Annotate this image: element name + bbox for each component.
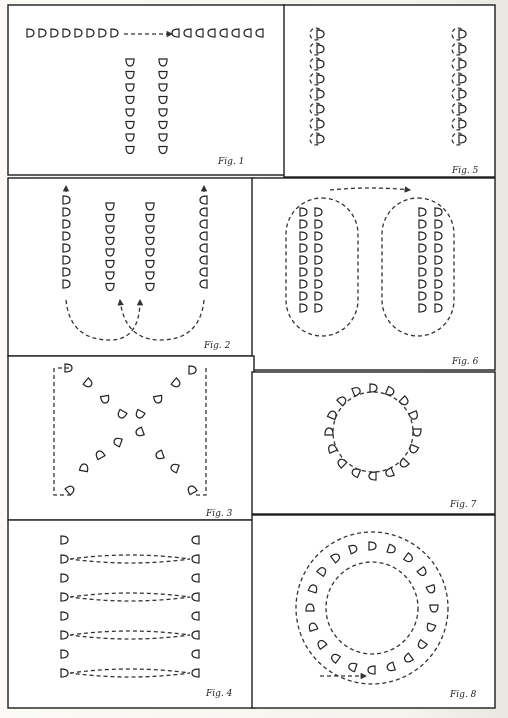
fig5-dancer — [459, 45, 466, 53]
fig6-right-b-dancer — [435, 256, 442, 264]
fig1-col-left-dancer — [126, 109, 134, 116]
fig6-right-a-dancer — [419, 292, 426, 300]
fig1-col-right-dancer — [159, 122, 167, 129]
fig6-right-b-dancer — [435, 220, 442, 228]
fig2-col3-dancer — [146, 215, 154, 222]
fig2-col4-dancer — [200, 196, 207, 204]
fig7-dancer — [413, 429, 421, 436]
fig5-dancer — [317, 105, 324, 113]
fig1-col-right-dancer — [159, 97, 167, 104]
fig4-left-dancer — [61, 612, 68, 620]
fig5-dancer — [459, 75, 466, 83]
fig8-dancer — [306, 604, 314, 611]
fig7-dancer — [369, 472, 376, 480]
fig6-right-b-dancer — [435, 232, 442, 240]
fig2-col1-dancer — [63, 256, 70, 264]
fig6-right-a-dancer — [419, 232, 426, 240]
fig1-top-left-dancer — [87, 29, 94, 37]
fig2-col1-dancer — [63, 220, 70, 228]
fig6-right-a-dancer — [419, 220, 426, 228]
fig8-dancer — [430, 605, 438, 612]
fig4-right-dancer — [192, 631, 199, 639]
fig2-col4-dancer — [200, 280, 207, 288]
fig2-col4-dancer — [200, 268, 207, 276]
fig2-col1-dancer — [63, 196, 70, 204]
fig2-col2-dancer — [106, 261, 114, 268]
fig1-col-right-dancer — [159, 72, 167, 79]
fig2-col2-dancer — [106, 249, 114, 256]
panel-fig3 — [8, 356, 254, 520]
fig6-left-b-dancer — [315, 220, 322, 228]
fig4-left-dancer — [61, 650, 68, 658]
fig5-dancer — [317, 120, 324, 128]
fig1-col-left-dancer — [126, 122, 134, 129]
caption-fig5: Fig. 5 — [452, 166, 479, 176]
fig1-top-right-dancer — [256, 29, 263, 37]
fig2-col2-dancer — [106, 238, 114, 245]
panel-fig6 — [252, 178, 495, 370]
caption-fig8: Fig. 8 — [450, 690, 477, 700]
fig5-dancer — [459, 30, 466, 38]
fig1-top-left-dancer — [39, 29, 46, 37]
fig2-col1-dancer — [63, 244, 70, 252]
fig6-left-a-dancer — [300, 268, 307, 276]
fig4-right-dancer — [192, 574, 199, 582]
fig6-right-b-dancer — [435, 280, 442, 288]
fig5-dancer — [459, 105, 466, 113]
fig1-top-left-dancer — [99, 29, 106, 37]
fig1-top-right-dancer — [184, 29, 191, 37]
fig1-top-right-dancer — [208, 29, 215, 37]
fig2-col1-dancer — [63, 208, 70, 216]
fig2-col3-dancer — [146, 272, 154, 279]
fig1-col-right-dancer — [159, 59, 167, 66]
fig1-col-left-dancer — [126, 59, 134, 66]
panel-fig1 — [8, 5, 285, 175]
fig5-dancer — [459, 60, 466, 68]
fig3-dancer — [189, 366, 196, 374]
fig1-col-left-dancer — [126, 72, 134, 79]
caption-fig4: Fig. 4 — [206, 689, 233, 699]
fig6-right-a-dancer — [419, 208, 426, 216]
fig6-left-a-dancer — [300, 292, 307, 300]
fig1-top-right-dancer — [220, 29, 227, 37]
fig4-left-dancer — [61, 631, 68, 639]
fig6-left-b-dancer — [315, 208, 322, 216]
fig4-right-dancer — [192, 555, 199, 563]
fig6-left-a-dancer — [300, 244, 307, 252]
fig6-right-b-dancer — [435, 304, 442, 312]
fig7-dancer — [370, 384, 377, 392]
fig1-col-left-dancer — [126, 134, 134, 141]
fig6-right-a-dancer — [419, 280, 426, 288]
caption-fig6: Fig. 6 — [452, 357, 479, 367]
fig2-col3-dancer — [146, 226, 154, 233]
fig6-left-a-dancer — [300, 208, 307, 216]
fig6-right-a-dancer — [419, 244, 426, 252]
fig6-left-a-dancer — [300, 220, 307, 228]
fig5-dancer — [317, 75, 324, 83]
fig4-right-dancer — [192, 612, 199, 620]
fig1-top-left-dancer — [63, 29, 70, 37]
caption-fig2: Fig. 2 — [204, 341, 231, 351]
fig1-top-left-dancer — [27, 29, 34, 37]
fig2-col2-dancer — [106, 215, 114, 222]
fig8-dancer — [369, 542, 376, 550]
fig6-left-a-dancer — [300, 304, 307, 312]
fig6-left-b-dancer — [315, 244, 322, 252]
fig5-dancer — [317, 45, 324, 53]
fig6-left-a-dancer — [300, 256, 307, 264]
fig1-top-right-dancer — [172, 29, 179, 37]
fig2-col3-dancer — [146, 203, 154, 210]
fig2-col3-dancer — [146, 261, 154, 268]
fig7-dancer — [325, 428, 333, 435]
fig4-right-dancer — [192, 593, 199, 601]
fig6-right-a-dancer — [419, 304, 426, 312]
caption-fig1: Fig. 1 — [218, 157, 245, 167]
fig1-col-left-dancer — [126, 84, 134, 91]
fig6-left-b-dancer — [315, 280, 322, 288]
fig2-col4-dancer — [200, 244, 207, 252]
caption-fig7: Fig. 7 — [450, 500, 477, 510]
fig6-left-b-dancer — [315, 232, 322, 240]
fig5-dancer — [317, 90, 324, 98]
fig2-col3-dancer — [146, 249, 154, 256]
fig2-col3-dancer — [146, 284, 154, 291]
fig6-right-b-dancer — [435, 292, 442, 300]
fig6-left-b-dancer — [315, 256, 322, 264]
fig2-col1-dancer — [63, 280, 70, 288]
fig1-col-right-dancer — [159, 109, 167, 116]
fig1-col-right-dancer — [159, 84, 167, 91]
caption-fig3: Fig. 3 — [206, 509, 233, 519]
fig6-left-b-dancer — [315, 268, 322, 276]
fig1-col-left-dancer — [126, 147, 134, 154]
fig2-col3-dancer — [146, 238, 154, 245]
fig1-top-left-dancer — [75, 29, 82, 37]
fig2-col4-dancer — [200, 220, 207, 228]
fig1-top-left-dancer — [51, 29, 58, 37]
panel-fig7 — [252, 372, 495, 514]
fig4-left-dancer — [61, 536, 68, 544]
fig4-left-dancer — [61, 555, 68, 563]
fig6-left-b-dancer — [315, 304, 322, 312]
fig6-right-b-dancer — [435, 208, 442, 216]
fig5-dancer — [317, 135, 324, 143]
fig4-left-dancer — [61, 669, 68, 677]
fig1-col-right-dancer — [159, 147, 167, 154]
fig5-dancer — [459, 90, 466, 98]
fig4-left-dancer — [61, 593, 68, 601]
panel-fig4 — [8, 520, 254, 708]
fig2-col4-dancer — [200, 256, 207, 264]
fig6-left-b-dancer — [315, 292, 322, 300]
fig2-col1-dancer — [63, 268, 70, 276]
fig6-right-a-dancer — [419, 268, 426, 276]
fig1-col-right-dancer — [159, 134, 167, 141]
fig1-top-left-dancer — [111, 29, 118, 37]
fig2-col2-dancer — [106, 203, 114, 210]
fig4-left-dancer — [61, 574, 68, 582]
fig1-top-right-dancer — [244, 29, 251, 37]
fig4-right-dancer — [192, 650, 199, 658]
fig2-col4-dancer — [200, 208, 207, 216]
fig1-top-right-dancer — [232, 29, 239, 37]
fig6-left-a-dancer — [300, 280, 307, 288]
fig1-top-right-dancer — [196, 29, 203, 37]
fig2-col1-dancer — [63, 232, 70, 240]
fig1-col-left-dancer — [126, 97, 134, 104]
fig2-col4-dancer — [200, 232, 207, 240]
fig6-right-a-dancer — [419, 256, 426, 264]
fig6-right-b-dancer — [435, 268, 442, 276]
fig6-left-a-dancer — [300, 232, 307, 240]
fig2-col2-dancer — [106, 226, 114, 233]
fig5-dancer — [459, 120, 466, 128]
fig2-col2-dancer — [106, 284, 114, 291]
fig2-col2-dancer — [106, 272, 114, 279]
fig5-dancer — [317, 30, 324, 38]
fig6-right-b-dancer — [435, 244, 442, 252]
fig4-right-dancer — [192, 669, 199, 677]
fig8-dancer — [368, 666, 375, 674]
fig5-dancer — [317, 60, 324, 68]
fig4-right-dancer — [192, 536, 199, 544]
fig5-dancer — [459, 135, 466, 143]
